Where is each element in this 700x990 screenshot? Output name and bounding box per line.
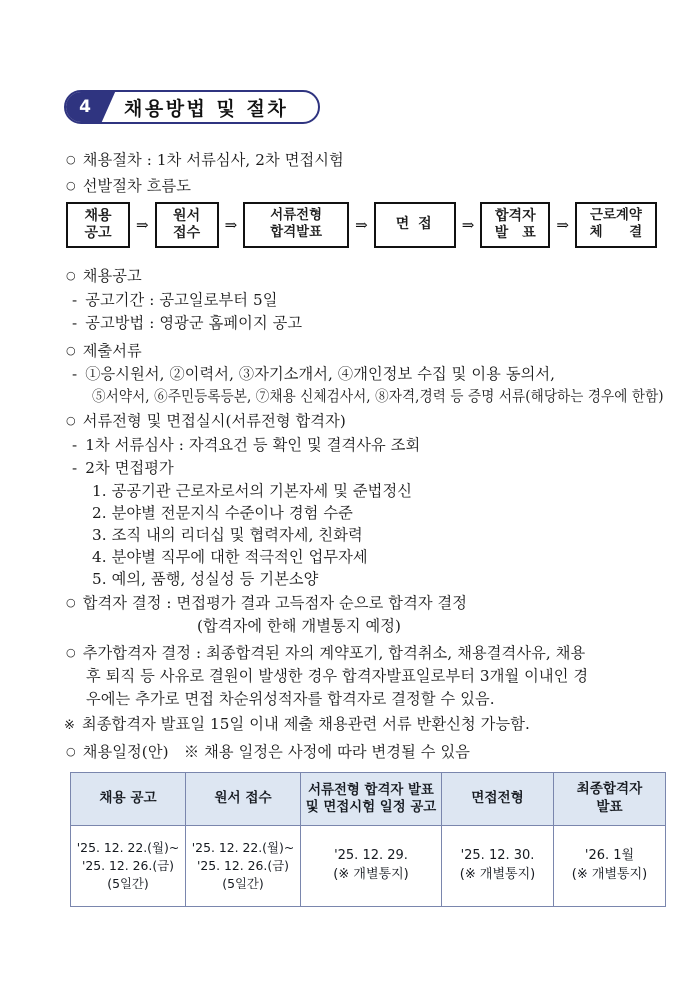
cell-line: (※ 개별통지) bbox=[571, 867, 648, 882]
cell-line: (※ 개별통지) bbox=[459, 867, 536, 882]
table-header-cell-interview bbox=[442, 773, 554, 826]
flow-step-5-line1: 합격자 bbox=[495, 207, 536, 224]
section-header-banner bbox=[64, 90, 320, 124]
eval-item-1: 1. 공공기관 근로자로서의 기본자세 및 준법정신 bbox=[92, 482, 412, 500]
table-cell-interview-date bbox=[442, 826, 554, 907]
eval-item-3: 3. 조직 내의 리더십 및 협력자세, 친화력 bbox=[92, 526, 363, 544]
flow-arrow-icon: ⇒ bbox=[136, 216, 149, 234]
flow-arrow-icon: ⇒ bbox=[556, 216, 569, 234]
cell-line: (5일간) bbox=[222, 875, 264, 891]
banner-slash-divider bbox=[100, 92, 116, 122]
flow-step-6 bbox=[575, 202, 657, 248]
cell-line: (5일간) bbox=[107, 875, 149, 891]
flow-step-2-line1: 원서 bbox=[173, 207, 201, 224]
extra-pass-line-3: 우에는 추가로 면접 차순위성적자를 합격자로 결정할 수 있음. bbox=[86, 690, 495, 708]
flow-step-1-line1: 채용 bbox=[84, 207, 112, 224]
flow-step-3 bbox=[243, 202, 349, 248]
table-header-cell-document-result bbox=[301, 773, 442, 826]
header-line: 발표 bbox=[596, 799, 623, 815]
cell-line: '25. 12. 22.(월)~ bbox=[76, 840, 180, 856]
cell-line: '25. 12. 29. bbox=[334, 848, 408, 864]
table-cell-notice-date bbox=[71, 826, 186, 907]
header-line: 최종합격자 bbox=[576, 781, 643, 798]
notice-period-line: - 공고기간 : 공고일로부터 5일 bbox=[72, 292, 277, 309]
cell-line: '25. 12. 22.(월)~ bbox=[191, 840, 295, 856]
flow-step-3-line1: 서류전형 bbox=[270, 208, 323, 224]
table-header-cell-application bbox=[186, 773, 301, 826]
flow-arrow-icon: ⇒ bbox=[224, 216, 238, 234]
header-line: 및 면접시험 일정 공고 bbox=[305, 800, 437, 815]
table-cell-document-result-date bbox=[301, 826, 442, 907]
flow-step-1-line2: 공고 bbox=[84, 225, 112, 241]
table-header-cell-notice bbox=[71, 773, 186, 826]
eval-item-5: 5. 예의, 품행, 성실성 등 기본소양 bbox=[92, 570, 319, 588]
cell-line: (※ 개별통지) bbox=[333, 867, 409, 882]
notice-head-line: ○ 채용공고 bbox=[66, 268, 142, 285]
cell-line: '25. 12. 26.(금) bbox=[81, 858, 175, 873]
table-row bbox=[71, 826, 666, 907]
flow-arrow-icon: ⇒ bbox=[461, 216, 475, 234]
page-title: 채용방법 및 절차 bbox=[124, 97, 289, 120]
documents-head-line: ○ 제출서류 bbox=[66, 343, 142, 360]
notice-method-line: - 공고방법 : 영광군 홈페이지 공고 bbox=[72, 315, 302, 332]
recruitment-schedule-table bbox=[70, 772, 666, 907]
flow-label-line: ○ 선발절차 흐름도 bbox=[66, 178, 191, 195]
table-cell-final-result-date bbox=[554, 826, 666, 907]
section-number-badge: 4 bbox=[66, 92, 100, 122]
header-line: 서류전형 합격자 발표 bbox=[308, 782, 434, 798]
decision-note-line: (합격자에 한해 개별통지 예정) bbox=[197, 617, 402, 635]
table-header-row bbox=[71, 773, 666, 826]
flow-step-2-line2: 접수 bbox=[173, 225, 201, 241]
extra-pass-line-1: ○ 추가합격자 결정 : 최종합격된 자의 계약포기, 합격취소, 채용결격사유, 채용 bbox=[66, 645, 585, 662]
header-line: 면접전형 bbox=[471, 790, 524, 807]
header-line: 채용 공고 bbox=[99, 790, 157, 807]
flow-step-6-line1: 근로계약 bbox=[590, 208, 642, 224]
screening-first-line: - 1차 서류심사 : 자격요건 등 확인 및 결격사유 조회 bbox=[72, 437, 420, 454]
table-cell-application-date bbox=[186, 826, 301, 907]
flow-step-6-line2: 체 결 bbox=[589, 225, 643, 240]
eval-item-2: 2. 분야별 전문지식 수준이나 경험 수준 bbox=[92, 504, 353, 522]
schedule-head-line: ○ 채용일정(안) ※ 채용 일정은 사정에 따라 변경될 수 있음 bbox=[66, 744, 470, 761]
extra-pass-line-2: 후 퇴직 등 사유로 결원이 발생한 경우 합격자발표일로부터 3개월 이내인 경 bbox=[86, 667, 589, 685]
flow-step-5-line2: 발 표 bbox=[494, 225, 536, 241]
screening-head-line: ○ 서류전형 및 면접실시(서류전형 합격자) bbox=[66, 413, 346, 430]
flow-step-3-line2: 합격발표 bbox=[270, 225, 323, 240]
flow-step-4 bbox=[374, 202, 456, 248]
flow-step-4-line1: 면 접 bbox=[395, 216, 434, 233]
eval-item-4: 4. 분야별 직무에 대한 적극적인 업무자세 bbox=[92, 548, 368, 566]
flow-arrow-icon: ⇒ bbox=[355, 216, 368, 234]
documents-line-2: ⑤서약서, ⑥주민등록등본, ⑦채용 신체검사서, ⑧자격,경력 등 증명 서류(해당하는 경우에 한함) bbox=[92, 388, 664, 405]
flow-step-5 bbox=[480, 202, 550, 248]
header-line: 원서 접수 bbox=[214, 790, 272, 807]
cell-line: '25. 12. 26.(금) bbox=[196, 858, 290, 873]
flow-step-2 bbox=[155, 202, 219, 248]
flow-step-1 bbox=[66, 202, 130, 248]
selection-flowchart bbox=[66, 202, 657, 248]
procedure-line: ○ 채용절차 : 1차 서류심사, 2차 면접시험 bbox=[66, 152, 344, 169]
decision-line: ○ 합격자 결정 : 면접평가 결과 고득점자 순으로 합격자 결정 bbox=[66, 595, 467, 612]
return-request-note: ※ 최종합격자 발표일 15일 이내 제출 채용관련 서류 반환신청 가능함. bbox=[64, 716, 530, 733]
cell-line: '26. 1월 bbox=[584, 848, 635, 864]
screening-second-line: - 2차 면접평가 bbox=[72, 460, 174, 477]
cell-line: '25. 12. 30. bbox=[460, 848, 535, 864]
documents-line-1: - ①응시원서, ②이력서, ③자기소개서, ④개인정보 수집 및 이용 동의서, bbox=[72, 366, 555, 383]
table-header-cell-final-result bbox=[554, 773, 666, 826]
